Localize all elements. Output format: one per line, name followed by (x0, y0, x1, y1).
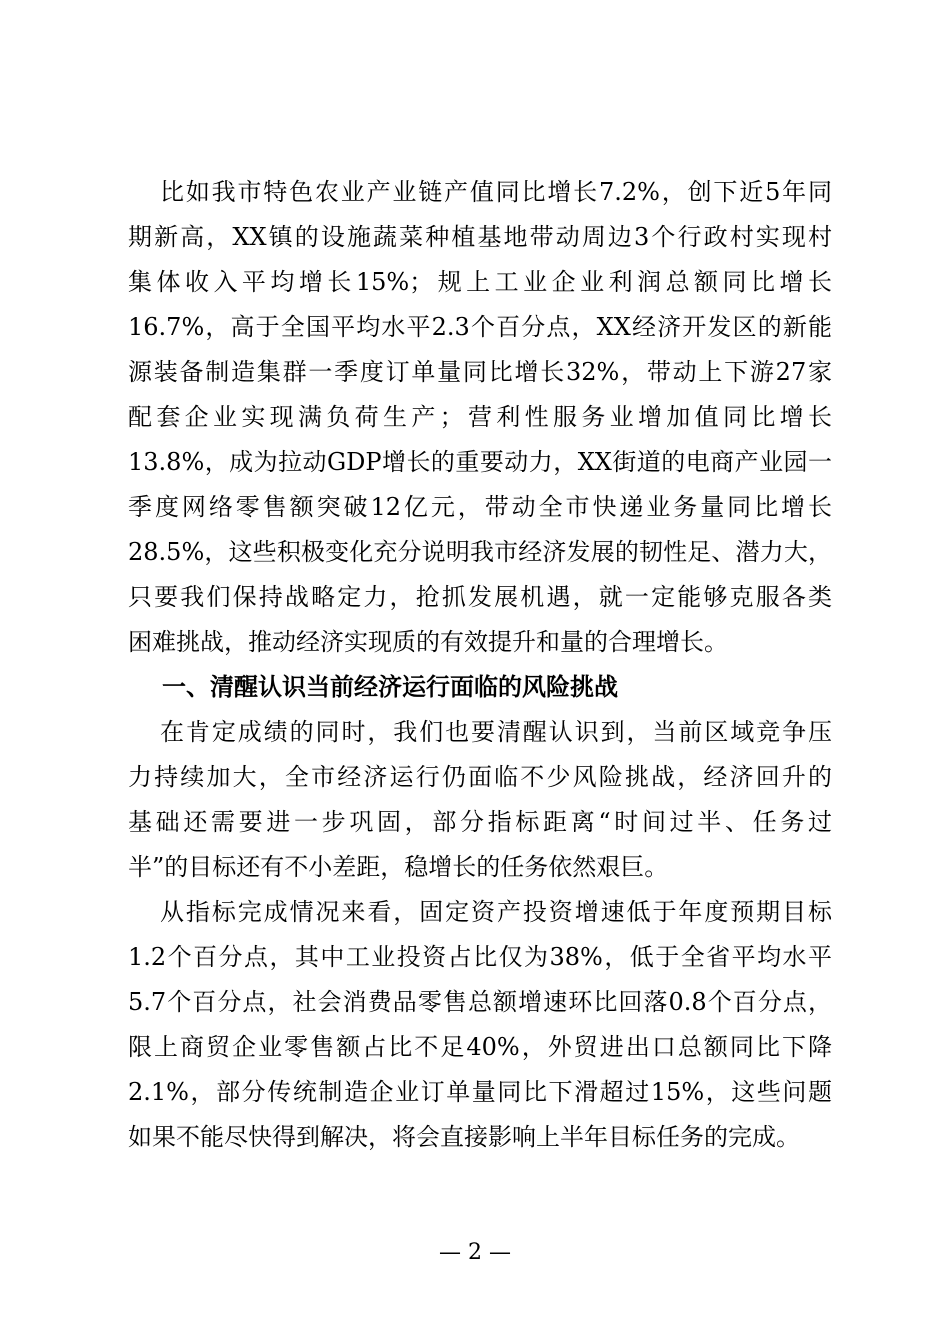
paragraph-line: 从指标完成情况来看，固定资产投资增速低于年度预期目标 (160, 898, 832, 926)
paragraph-line: 限上商贸企业零售额占比不足40%，外贸进出口总额同比下降 (128, 1033, 832, 1061)
paragraph-line: 困难挑战，推动经济实现质的有效提升和量的合理增长。 (128, 628, 728, 656)
paragraph-line: 5.7个百分点，社会消费品零售总额增速环比回落0.8个百分点， (128, 988, 832, 1016)
paragraph-line: 集体收入平均增长15%；规上工业企业利润总额同比增长 (128, 268, 832, 296)
paragraph (128, 170, 832, 665)
paragraph-line: 在肯定成绩的同时，我们也要清醒认识到，当前区域竞争压 (160, 718, 832, 746)
paragraph-line: 13.8%，成为拉动GDP增长的重要动力，XX街道的电商产业园一 (128, 448, 832, 476)
paragraph-line: 半”的目标还有不小差距，稳增长的任务依然艰巨。 (128, 853, 669, 881)
paragraph-line: 期新高，XX镇的设施蔬菜种植基地带动周边3个行政村实现村 (128, 223, 832, 251)
paragraph-line: 配套企业实现满负荷生产；营利性服务业增加值同比增长 (128, 403, 832, 431)
paragraph-line: 28.5%，这些积极变化充分说明我市经济发展的韧性足、潜力大， (128, 538, 832, 566)
paragraph-line: 1.2个百分点，其中工业投资占比仅为38%，低于全省平均水平 (128, 943, 832, 971)
paragraph (128, 710, 832, 890)
paragraph-line: 16.7%，高于全国平均水平2.3个百分点，XX经济开发区的新能 (128, 313, 832, 341)
paragraph-line: 2.1%，部分传统制造企业订单量同比下滑超过15%，这些问题 (128, 1078, 832, 1106)
paragraph-line: 源装备制造集群一季度订单量同比增长32%，带动上下游27家 (128, 358, 832, 386)
paragraph-line: 力持续加大，全市经济运行仍面临不少风险挑战，经济回升的 (128, 763, 832, 791)
page-number: — 2 — (439, 1240, 511, 1265)
section-heading: 一、清醒认识当前经济运行面临的风险挑战 (162, 673, 618, 701)
paragraph-line: 比如我市特色农业产业链产值同比增长7.2%，创下近5年同 (160, 178, 832, 206)
document-body (128, 170, 832, 1160)
paragraph-line: 只要我们保持战略定力，抢抓发展机遇，就一定能够克服各类 (128, 583, 832, 611)
paragraph-line: 季度网络零售额突破12亿元，带动全市快递业务量同比增长 (128, 493, 832, 521)
paragraph-line: 基础还需要进一步巩固，部分指标距离“时间过半、任务过 (128, 808, 832, 836)
paragraph-line: 如果不能尽快得到解决，将会直接影响上半年目标任务的完成。 (128, 1123, 800, 1151)
paragraph (128, 890, 832, 1160)
